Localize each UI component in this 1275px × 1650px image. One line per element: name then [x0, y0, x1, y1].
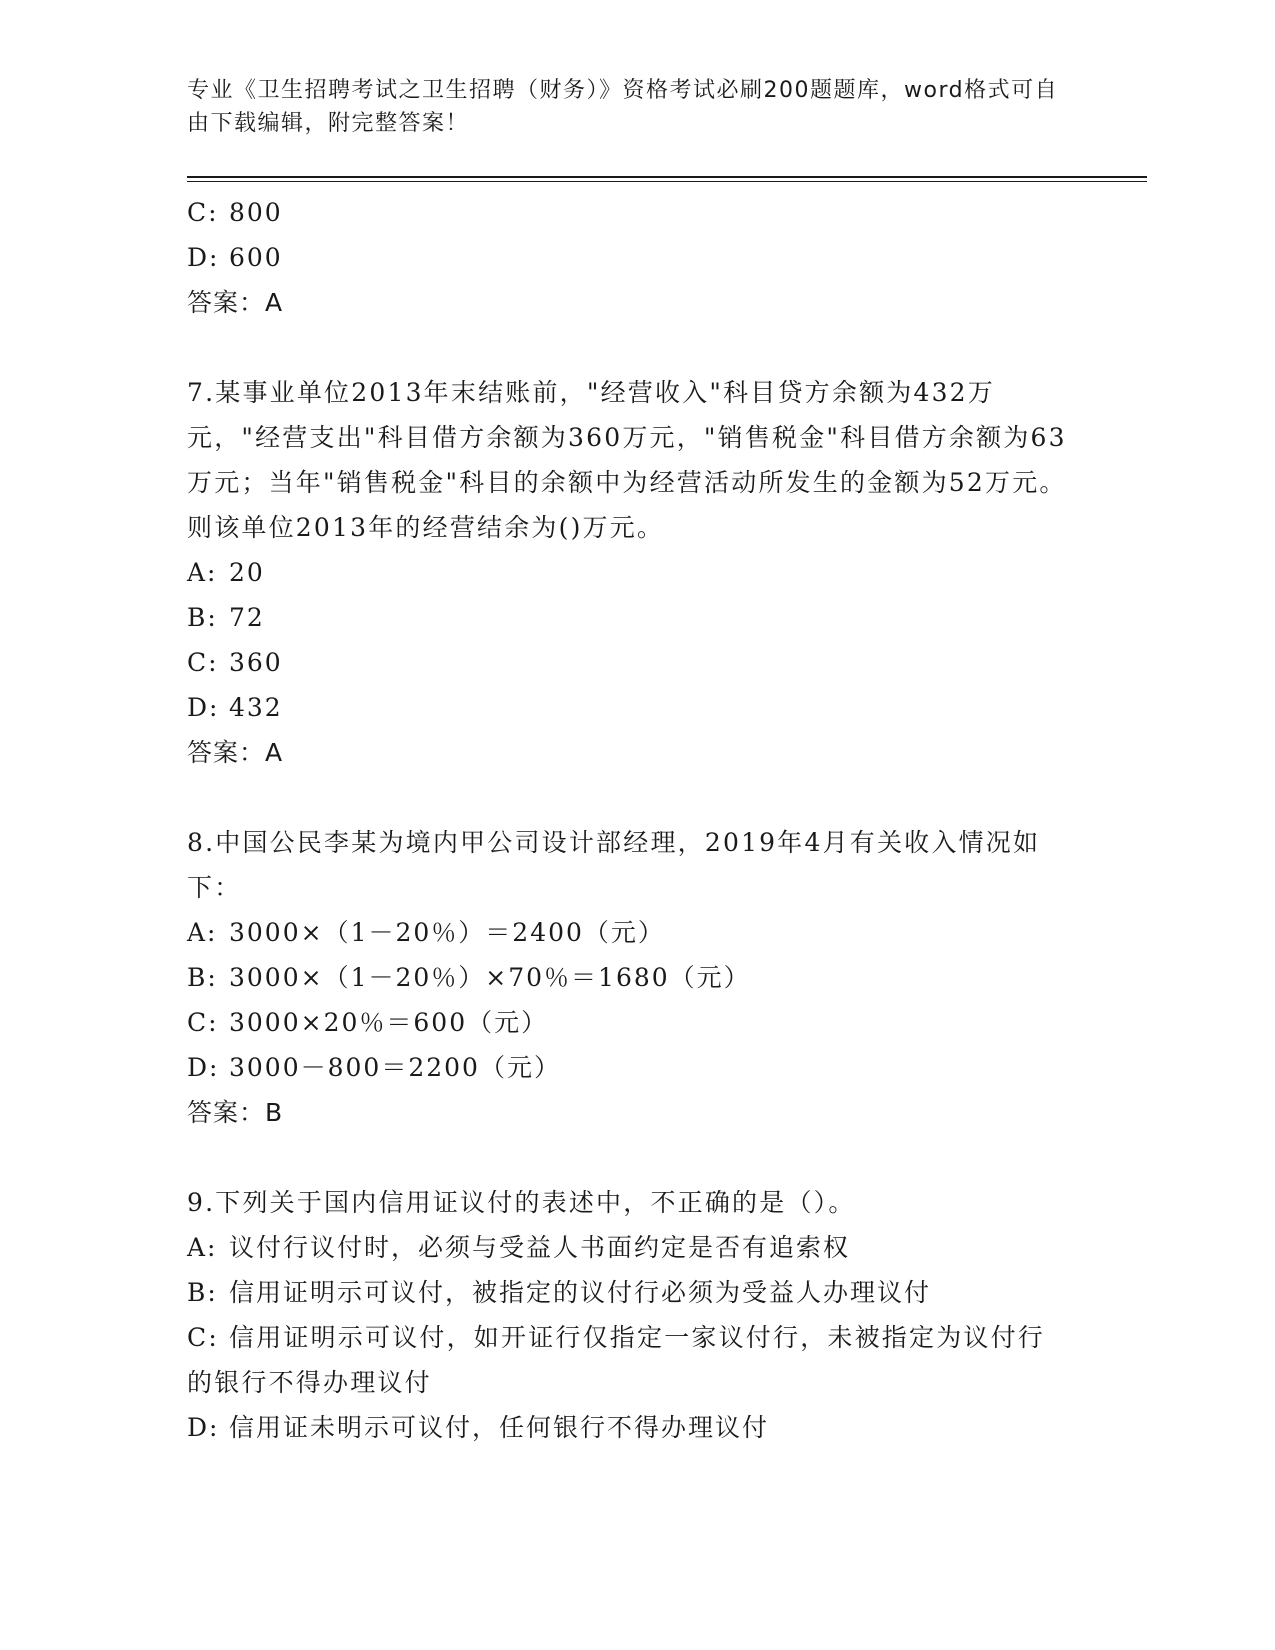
- question-text: 7.某事业单位2013年末结账前，"经营收入"科目贷方余额为432万元，"经营支出"科目借方余额为360万元，"销售税金"科目借方余额为63万元；当年"销售税金"科目的余额中为经营活动所发生的金额为52万元。则该单位2013年的经营结余为()万元。: [187, 378, 1067, 542]
- option-a: A: 20: [187, 558, 265, 587]
- question-8: [187, 820, 1087, 1135]
- document-body: [187, 190, 1087, 1450]
- option-c: C: 360: [187, 648, 283, 677]
- option-c: C: 信用证明示可议付，如开证行仅指定一家议付行，未被指定为议付行的银行不得办理议付: [187, 1323, 1046, 1397]
- option-c: C: 3000×20％＝600（元）: [187, 1008, 549, 1037]
- header-title: 专业《卫生招聘考试之卫生招聘（财务）》资格考试必刷200题题库，word格式可自由下载编辑，附完整答案！: [187, 78, 1059, 136]
- option-b: B: 72: [187, 603, 265, 632]
- option-a: A: 3000×（1－20％）＝2400（元）: [187, 918, 665, 947]
- document-page: [187, 0, 1147, 1650]
- answer-line: 答案：A: [187, 738, 284, 767]
- previous-question-tail: [187, 190, 1087, 325]
- answer-line: 答案：B: [187, 1098, 284, 1127]
- question-text: 8.中国公民李某为境内甲公司设计部经理，2019年4月有关收入情况如下：: [187, 828, 1041, 902]
- option-b: B: 3000×（1－20％）×70％＝1680（元）: [187, 963, 751, 992]
- header-divider: [187, 176, 1147, 178]
- answer-line: 答案：A: [187, 288, 284, 317]
- option-d: D: 3000－800＝2200（元）: [187, 1053, 561, 1082]
- question-text: 9.下列关于国内信用证议付的表述中，不正确的是（）。: [187, 1188, 856, 1217]
- option-d: D: 信用证未明示可议付，任何银行不得办理议付: [187, 1413, 770, 1442]
- option-d: D: 432: [187, 693, 283, 722]
- header-divider-thin: [187, 181, 1147, 182]
- option-b: B: 信用证明示可议付，被指定的议付行必须为受益人办理议付: [187, 1278, 932, 1307]
- page-header: [187, 74, 1067, 140]
- option-d: D: 600: [187, 243, 283, 272]
- option-a: A: 议付行议付时，必须与受益人书面约定是否有追索权: [187, 1233, 851, 1262]
- question-9: [187, 1180, 1087, 1450]
- question-7: [187, 370, 1087, 775]
- option-c: C: 800: [187, 198, 283, 227]
